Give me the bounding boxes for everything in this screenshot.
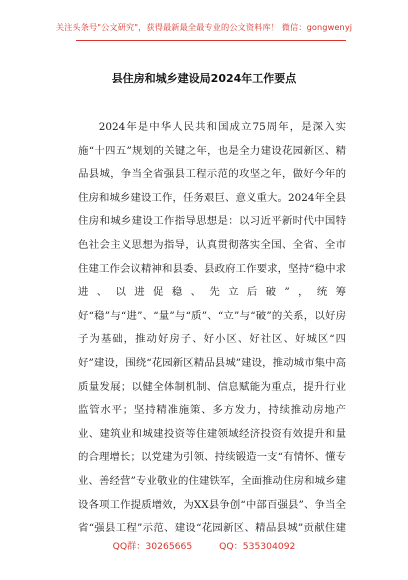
footer-qq-number: QQ：535304092 bbox=[219, 541, 296, 552]
document-body-paragraph: 2024年是中华人民共和国成立75周年，是深入实施“十四五”规划的关键之年，也是全力建设花园新区、精品县城，争当全省强县工程示范的攻坚之年，做好今年的住房和城乡建设工作，任务艰巨、意义重大。2024年全县住房和城乡建设工作指导思想是：以习近平新时代中国特色社会主义思想为指导，认真贯彻落实全国、全省、全市住建工作会议精神和县委、县政府工作要求，坚持“稳中求进、以进促稳、先立后破”，统筹好“稳”与“进”、“量”与“质”、“立”与“破”的关系，以好房子为基础，推动好房子、好小区、好社区、好城区“四好”建设，围绕“花园新区精品县城”建设，推动城市集中高质量发展；以健全体制机制、信息赋能为重点，提升行业监管水平；坚持精准施策、多方发力，持续推动房地产业、建筑业和城建投资等住建领域经济投资有效提升和量的合理增长；以党建为引领、持续锻造一支“有情怀、懂专业、善经营”专业敬业的住建铁军，全面推动住房和城乡建设各项工作提质增效，为XX县争创“中部百强县”、争当全省“强县工程”示范、建设“花园新区、精品县城”贡献住建 bbox=[78, 121, 346, 535]
document-title: 县住房和城乡建设局2024年工作要点 bbox=[111, 72, 297, 85]
footer-contact bbox=[0, 538, 408, 552]
header-banner: 关注头条号"公文研究"，获得最新最全最专业的公文资料库！ 微信：gongwenyj bbox=[55, 22, 353, 32]
header-divider bbox=[76, 40, 346, 41]
footer-qq-group: QQ群：30265665 bbox=[112, 541, 193, 552]
